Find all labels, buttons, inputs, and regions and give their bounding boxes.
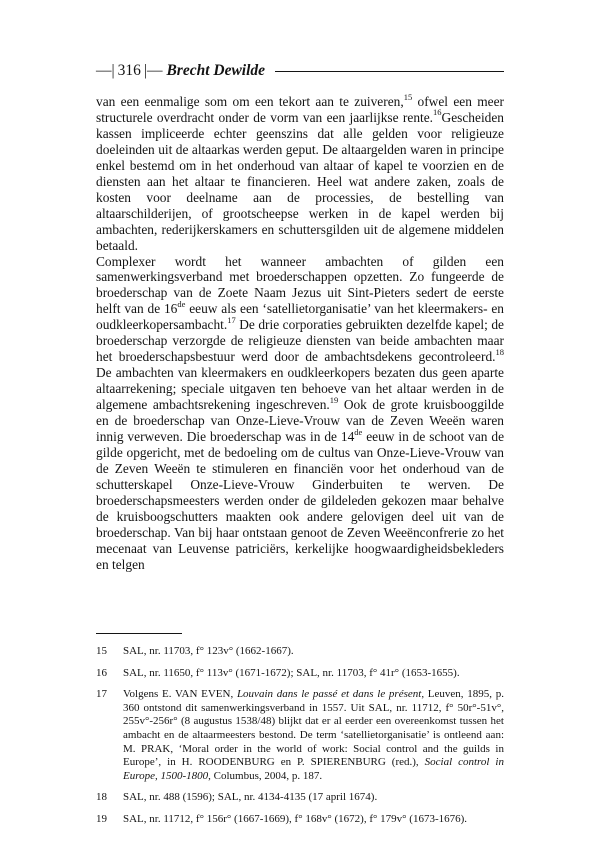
header-rule — [275, 71, 504, 72]
text-run: Ook de grote kruisbooggilde en de broederschap van Onze-Lieve-Vrouw van de Zeven Weeën waren innig verweven. Die broederschap was in de 14 — [96, 397, 504, 445]
footnote-19 — [96, 813, 504, 827]
footnote-16 — [96, 667, 504, 681]
text-run: De ambachten van kleermakers en oudkleerkopers bezaten dus geen aparte altaarrekening; speciale uitgaven ten behoeve van het altaar werden in de algemene ambachtsrekening ingeschreven. — [96, 365, 504, 413]
footnote-17 — [96, 688, 504, 783]
running-header — [96, 60, 504, 82]
footnote-number: 15 — [96, 645, 107, 657]
header-dash: —| — [96, 62, 115, 79]
text-run: Gescheiden kassen impliceerde echter geenszins dat alle gelden voor religieuze doeleinden uit de altaarkas werden geput. De altaargelden waren in principe enkel bestemd om in het onderhoud van altaar of kapel te voorzien en de diensten aan het altaar te financieren. Heel wat andere zaken, zoals de kosten voor deelname aan de processies, de bestelling van altaarschilderijen, of grootscheepse werken in de kapel werden bij ambachten, rederijkerskamers en schuttersgilden uit de algemene middelen betaald. — [96, 109, 504, 253]
footnote-18 — [96, 791, 504, 805]
ordinal-suffix: de — [177, 298, 186, 309]
text-run: ofwel een meer structurele overdracht onder de vorm van een jaarlijkse rente. — [96, 94, 504, 125]
footnote-ref-18[interactable]: 18 — [495, 346, 504, 357]
footnote-ref-19[interactable]: 19 — [329, 394, 339, 405]
header-dash: |— — [143, 62, 163, 79]
book-title: Louvain dans le passé et dans le présent — [236, 688, 422, 701]
footnote-text: SAL, nr. 11650, f° 113v° (1671-1672); SAL, nr. 11703, f° 41r° (1653-1655). — [123, 666, 460, 679]
footnote-text: SAL, nr. 488 (1596); SAL, nr. 4134-4135 (17 april 1674). — [123, 791, 378, 804]
text-run: van een eenmalige som om een tekort aan te zuiveren, — [96, 94, 404, 109]
ordinal-suffix: de — [354, 426, 363, 437]
header-author: Brecht Dewilde — [166, 62, 266, 79]
footnote-number: 16 — [96, 666, 107, 679]
page-number: 316 — [117, 62, 141, 79]
text-run: De drie corporaties gebruikten dezelfde kapel; de broederschap verzorgde de religieuze diensten van beide ambachten maar het broederschapsbestuur werd door de ambachtsdekens gecontroleerd. — [96, 317, 504, 365]
footnote-ref-16[interactable]: 16 — [433, 107, 442, 118]
footnote-text — [123, 688, 504, 783]
paragraph-1 — [96, 91, 504, 254]
footnote-separator — [96, 633, 182, 634]
footnote-text: SAL, nr. 11703, f° 123v° (1662-1667). — [123, 645, 294, 657]
text-run: eeuw als een ‘satellietorganisatie’ van het kleermakers- en oudkleerkopersambacht. — [96, 301, 504, 333]
footnote-number: 19 — [96, 812, 107, 825]
footnote-15 — [96, 645, 504, 659]
text-run: eeuw in de schoot van de gilde opgericht, met de bedoeling om de cultus van Onze-Lieve-Vrouw van de Zeven Weeën te stimuleren en financiën voor het onderhoud van de schutterskapel Onze-Lieve-Vrouw Ginderbuiten te werven. De broederschapsmeesters werden onder de gildeleden gekozen maar behalve de kruisboogschutters maakten ook andere gelovigen deel uit van de broederschap. Van bij haar ontstaan genoot de Zeven Weeënconfrerie zo het mecenaat van Leuvense patriciërs, kerkelijke hoogwaardigheidsbekleders en telgen — [96, 429, 505, 572]
paragraph-2 — [96, 254, 504, 573]
footnote-ref-17[interactable]: 17 — [227, 314, 236, 325]
text-run: , Columbus, 2004, p. 187. — [208, 769, 323, 782]
footnote-number: 17 — [96, 688, 107, 701]
footnote-number: 18 — [96, 791, 107, 804]
footnotes — [96, 645, 504, 835]
text-run: , Leuven, 1895, p. 360 ontstond dit samenwerkingsverband in 1557. Uit SAL, nr. 11712, f° 50r°-51v°, 255v°-256r° (8 augustus 1538/48) blijkt dat er al eerder een overeenkomst tussen het ambacht en de altaarmeesters bestond. De term ‘satellietorganisatie’ is ontleend aan: M. PRAK, ‘Moral order in the world of work: Social control and the guilds in Europe’, in H. ROODENBURG en P. SPIERENBURG (red.), — [123, 688, 505, 769]
book-title: Social control in Europe, 1500-1800 — [123, 756, 504, 782]
text-run: Volgens E. VAN EVEN, — [123, 688, 237, 701]
footnote-text: SAL, nr. 11712, f° 156r° (1667-1669), f° 168v° (1672), f° 179v° (1673-1676). — [123, 812, 468, 825]
body-text — [96, 91, 505, 573]
text-run: Complexer wordt het wanneer ambachten of gilden een samenwerkingsverband met broederschappen opzetten. Zo fungeerde de broederschap van de Zoete Naam Jezus uit Sint-Pieters sedert de eerste helft van de 16 — [96, 253, 504, 317]
footnote-ref-15[interactable]: 15 — [403, 91, 413, 102]
